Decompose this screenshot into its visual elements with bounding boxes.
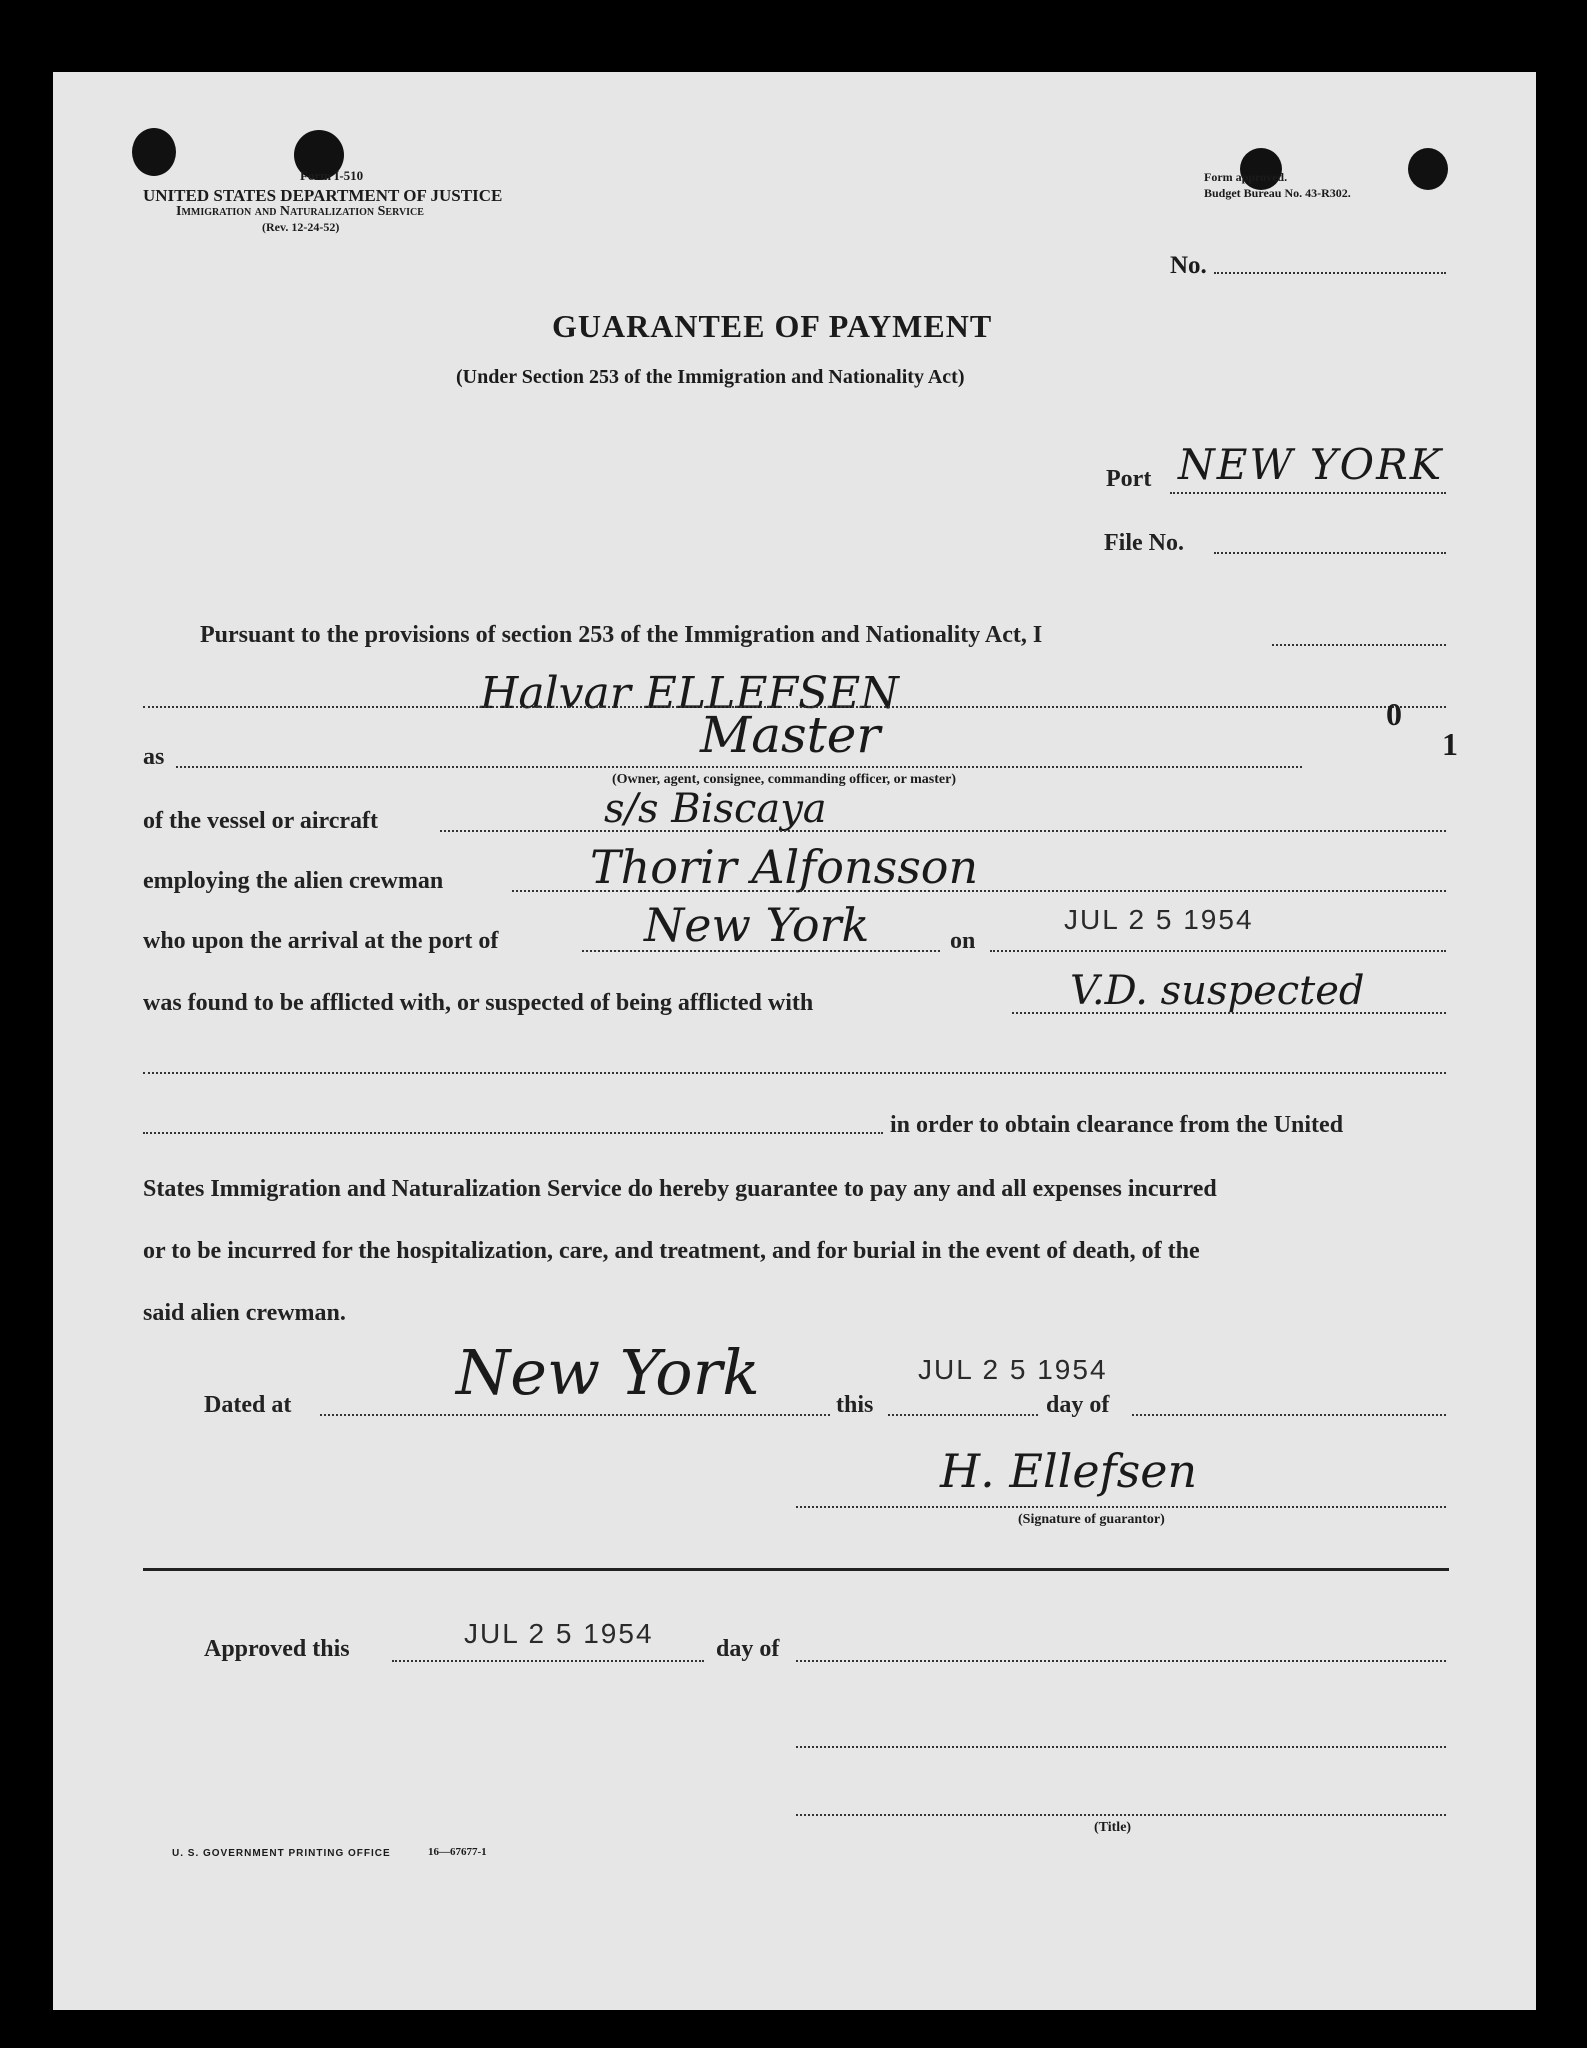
dated-day-field[interactable] [888,1414,1038,1416]
guarantee-text-line1: States Immigration and Naturalization Service do hereby guarantee to pay any and all expenses incurred [143,1176,1217,1202]
signature-caption: (Signature of guarantor) [1018,1512,1165,1527]
printer-imprint: U. S. GOVERNMENT PRINTING OFFICE [172,1848,391,1859]
role-field [176,766,1302,768]
dated-place-value[interactable]: New York [456,1336,760,1409]
crewman-label: employing the alien crewman [143,868,444,894]
file-number-field[interactable] [1214,552,1446,554]
intro-field [1272,644,1446,646]
section-divider [143,1568,1449,1571]
title-caption: (Title) [1094,1820,1132,1835]
crewman-field [512,890,1446,892]
guarantor-signature[interactable]: H. Ellefsen [940,1444,1198,1498]
role-caption: (Owner, agent, consignee, commanding officer, or master) [612,772,956,787]
approved-day-of-label: day of [716,1636,780,1662]
approved-month-field[interactable] [796,1660,1446,1662]
guarantor-name[interactable]: Halvar ELLEFSEN [480,668,899,719]
approval-note: Form approved. [1204,170,1288,184]
affliction-label: was found to be afflicted with, or suspected of being afflicted with [143,990,814,1016]
approved-label: Approved this [204,1636,350,1662]
as-label: as [143,744,165,770]
vessel-label: of the vessel or aircraft [143,808,379,834]
arrival-port-label: who upon the arrival at the port of [143,928,499,954]
service-name: Immigration and Naturalization Service [176,204,424,219]
margin-mark: 1 [1442,726,1458,762]
clearance-text: in order to obtain clearance from the United [890,1112,1344,1138]
form-number: Form I-510 [300,168,364,183]
dated-place-field [320,1414,830,1416]
punch-hole [1408,148,1448,190]
vessel-value[interactable]: s/s Biscaya [604,786,827,832]
affliction-field [1012,1012,1446,1014]
budget-bureau-number: Budget Bureau No. 43-R302. [1204,186,1351,200]
role-value[interactable]: Master [700,706,881,764]
affliction-value[interactable]: V.D. suspected [1070,968,1365,1014]
approver-signature-field[interactable] [796,1746,1446,1748]
vessel-field [440,830,1446,832]
arrival-date-field[interactable] [990,950,1446,952]
affliction-field-line2[interactable] [143,1072,1446,1074]
arrival-port-field [582,950,940,952]
signature-field [796,1506,1446,1508]
department-name: UNITED STATES DEPARTMENT OF JUSTICE [143,186,503,205]
affliction-field-line3[interactable] [143,1132,883,1134]
on-label: on [950,928,976,954]
form-page [53,72,1536,2010]
guarantee-text-line2: or to be incurred for the hospitalization, care, and treatment, and for burial in the event of death, of the [143,1238,1200,1264]
file-number-label: File No. [1104,530,1184,556]
dated-month-field[interactable] [1132,1414,1446,1416]
dated-at-label: Dated at [204,1392,292,1418]
number-field[interactable] [1214,272,1446,274]
intro-text: Pursuant to the provisions of section 253 of the Immigration and Nationality Act, I [200,622,1043,648]
margin-mark: 0 [1386,696,1402,732]
form-revision: (Rev. 12-24-52) [262,220,340,234]
dated-day-stamp: JUL 2 5 1954 [918,1354,1108,1385]
crewman-value[interactable]: Thorir Alfonsson [590,840,979,894]
approved-day-field[interactable] [392,1660,704,1662]
form-subtitle: (Under Section 253 of the Immigration and Nationality Act) [456,366,965,388]
punch-hole [132,128,176,176]
arrival-date-stamp: JUL 2 5 1954 [1064,904,1254,935]
port-field [1170,492,1446,494]
this-label: this [836,1392,874,1418]
port-label: Port [1106,466,1152,492]
approved-date-stamp: JUL 2 5 1954 [464,1618,654,1649]
number-label: No. [1170,252,1207,279]
port-value[interactable]: NEW YORK [1178,440,1444,489]
arrival-port-value[interactable]: New York [644,898,870,952]
print-code: 16—67677-1 [428,1846,487,1858]
day-of-label: day of [1046,1392,1110,1418]
approver-title-field[interactable] [796,1814,1446,1816]
form-title: GUARANTEE OF PAYMENT [552,308,993,344]
guarantee-text-line3: said alien crewman. [143,1300,346,1326]
